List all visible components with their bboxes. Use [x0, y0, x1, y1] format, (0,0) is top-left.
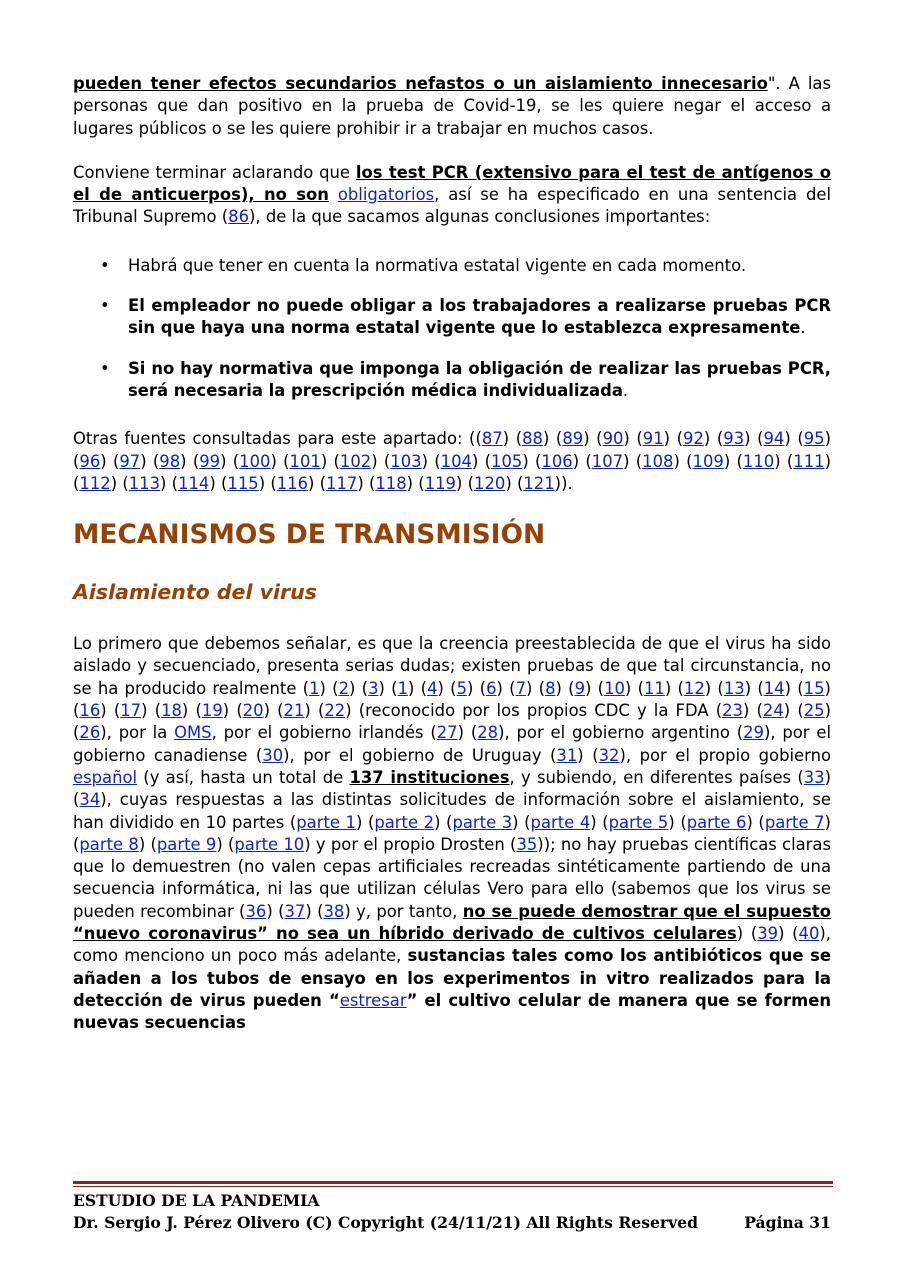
bold-statement: Si no hay normativa que imponga la obligación de realizar las pruebas PCR, será necesaria la prescripción médica individualizada: [128, 358, 831, 400]
ref-link[interactable]: parte 7: [764, 812, 825, 832]
ref-link[interactable]: 17: [120, 701, 142, 721]
ref-link[interactable]: 111: [793, 451, 825, 471]
ref-link[interactable]: parte 5: [608, 812, 669, 832]
page-footer: [73, 1190, 833, 1234]
ref-link[interactable]: 22: [324, 701, 346, 721]
ref-link[interactable]: 102: [339, 451, 372, 471]
text: [329, 185, 338, 204]
ref-link[interactable]: 120: [474, 473, 506, 493]
ref-link[interactable]: 110: [742, 451, 775, 471]
text: (y así, hasta un total de: [137, 767, 350, 787]
ref-link[interactable]: 19: [201, 701, 223, 721]
ref-link[interactable]: 10: [604, 678, 625, 698]
text: Otras fuentes consultadas para este apartado: (: [73, 429, 476, 449]
text: ".: [767, 74, 781, 93]
ref-link[interactable]: 100: [239, 451, 271, 471]
ref-link[interactable]: 4: [427, 678, 438, 698]
bold-statement: sustancias tales como los antibióticos que se añaden a los tubos de ensayo en los experimentos in vitro realizados para la detección de virus pueden “: [73, 946, 831, 1010]
bold-statement: pueden tener efectos secundarios nefastos o un aislamiento innecesario: [73, 74, 768, 93]
ref-link[interactable]: 5: [456, 678, 467, 698]
ref-link[interactable]: 94: [763, 429, 785, 449]
ref-link[interactable]: 20: [242, 701, 264, 721]
page-content: [73, 73, 831, 1035]
bold-statement: ” el cultivo celular de manera que se formen nuevas secuencias: [73, 990, 832, 1033]
refs-group: (23) (24) (25) (26): [73, 701, 832, 743]
ref-link[interactable]: 8: [545, 678, 556, 698]
ref-link[interactable]: 90: [602, 429, 624, 449]
refs-group: (1) (2) (3) (1) (4) (5) (6) (7) (8) (9) (10) (11) (12) (13) (14) (15) (16) (17) (18) (19) (20) (21) (22): [73, 678, 831, 721]
ref-link[interactable]: parte 10: [234, 834, 305, 854]
ref-link[interactable]: 6: [486, 678, 497, 698]
text: y por el propio Drosten (: [310, 834, 517, 854]
paragraph-isolation: [73, 633, 831, 1034]
ref-link[interactable]: 14: [763, 678, 785, 698]
text: , por la: [106, 723, 175, 743]
paragraph-sources: [73, 428, 831, 495]
text: (reconocido por los propios CDC y la FDA: [351, 701, 716, 721]
ref-link[interactable]: 116: [276, 473, 309, 493]
ref-link[interactable]: 15: [803, 678, 825, 698]
ref-link[interactable]: 119: [424, 473, 456, 493]
ref-link[interactable]: 89: [562, 429, 584, 449]
ref-link[interactable]: 40: [798, 924, 820, 944]
ref-link[interactable]: 31: [556, 745, 578, 765]
list-item: [73, 295, 831, 340]
ref-link[interactable]: 98: [159, 451, 181, 471]
text: A las personas que dan positivo en la prueba de Covid-19, se les quiere negar el acceso a lugares públicos o se les quiere prohibir ir a trabajar en muchos casos.: [73, 74, 831, 138]
text: ), por el gobierno canadiense (: [73, 723, 831, 765]
link-estresar[interactable]: estresar: [339, 990, 407, 1010]
text: Lo primero que debemos señalar, es que la creencia preestablecida de que el virus ha sido aislado y secuenciado, presenta serias dudas; existen pruebas de que tal circunstancia, no se ha producido realmente: [73, 634, 831, 698]
ref-link[interactable]: 3: [368, 678, 379, 698]
subsection-heading: Aislamiento del virus: [73, 580, 317, 605]
ref-link[interactable]: 33: [803, 767, 825, 787]
text: , así se ha especificado en una sentencia del Tribunal Supremo (: [73, 185, 831, 227]
ref-link[interactable]: 30: [262, 745, 284, 765]
refs-group: (27) (28): [430, 723, 505, 743]
link-espanol[interactable]: español: [73, 767, 138, 787]
ref-link[interactable]: 1: [397, 678, 408, 698]
ref-link[interactable]: 115: [227, 473, 259, 493]
ref-link[interactable]: 118: [375, 473, 407, 493]
ref-link[interactable]: 21: [283, 701, 305, 721]
ref-link[interactable]: parte 6: [686, 812, 747, 832]
text: .: [800, 318, 806, 338]
ref-link[interactable]: 114: [178, 473, 210, 493]
ref-link[interactable]: 96: [79, 451, 101, 471]
ref-link[interactable]: 39: [757, 924, 779, 944]
ref-link[interactable]: 93: [723, 429, 745, 449]
ref-link[interactable]: parte 2: [374, 812, 435, 832]
text: , y subiendo, en diferentes países: [509, 767, 798, 787]
ref-link[interactable]: 7: [515, 678, 526, 698]
ref-link[interactable]: 87: [481, 429, 503, 449]
ref-link[interactable]: 121: [523, 473, 555, 493]
ref-link[interactable]: 104: [440, 451, 472, 471]
text: , por el gobierno irlandés: [211, 723, 431, 743]
ref-link[interactable]: 37: [284, 901, 306, 921]
refs-group: (36) (37) (38): [239, 901, 351, 921]
parts-group: (parte 1) (parte 2) (parte 3) (parte 4) (parte 5) (parte 6) (parte 7) (parte 8) (parte 9) (parte 10): [73, 812, 831, 854]
ref-link[interactable]: 27: [436, 723, 458, 743]
text: Habrá que tener en cuenta la normativa estatal vigente en cada momento.: [128, 255, 747, 275]
refs-group: (39) (40): [750, 924, 826, 944]
ref-link[interactable]: 34: [79, 790, 101, 810]
list-item: [73, 358, 831, 403]
ref-link[interactable]: 86: [228, 207, 250, 227]
ref-link[interactable]: 108: [642, 451, 674, 471]
bold-statement: El empleador no puede obligar a los trabajadores a realizarse pruebas PCR sin que haya una norma estatal vigente que lo establezca expresamente: [128, 296, 831, 338]
bold-statement: los test PCR (extensivo para el test de antígenos o el de anticuerpos), no son: [73, 162, 831, 205]
text: .: [622, 380, 629, 400]
footer-title: ESTUDIO DE LA PANDEMIA: [73, 1191, 320, 1210]
ref-link[interactable]: 112: [79, 473, 111, 493]
ref-link[interactable]: 28: [477, 723, 499, 743]
text: Conviene terminar aclarando que: [73, 162, 356, 182]
ref-link[interactable]: 36: [245, 901, 267, 921]
ref-link[interactable]: parte 1: [296, 812, 356, 832]
footer-copyright: Dr. Sergio J. Pérez Olivero (C) Copyright (24/11/21) All Rights Reserved: [73, 1213, 699, 1232]
ref-link[interactable]: 24: [762, 701, 784, 721]
ref-link[interactable]: 106: [541, 451, 573, 471]
ref-link[interactable]: 92: [683, 429, 704, 449]
ref-link[interactable]: 38: [323, 901, 345, 921]
list-item: [73, 255, 831, 277]
link-obligatorios[interactable]: obligatorios: [337, 185, 435, 205]
text: , por el propio gobierno: [625, 745, 831, 765]
ref-link[interactable]: 117: [326, 473, 358, 493]
text: ), por el gobierno de Uruguay: [283, 745, 551, 765]
ref-link[interactable]: 91: [642, 429, 664, 449]
ref-link[interactable]: 109: [692, 451, 724, 471]
ref-link[interactable]: 16: [79, 701, 101, 721]
ref-link[interactable]: parte 3: [452, 812, 513, 832]
text: , por el gobierno argentino (: [504, 723, 744, 743]
page-number: Página 31: [744, 1213, 831, 1232]
text: )); no hay pruebas científicas claras que lo demuestren (no valen cepas artificiales recreadas sintéticamente partiendo de una secuencia informática, ni las que utilizan células Vero para ello (sabemos que los virus se pueden recombinar: [73, 834, 831, 921]
paragraph-intro: [73, 73, 831, 140]
ref-link[interactable]: 18: [161, 701, 182, 721]
text: , cuyas respuestas a las distintas solicitudes de información sobre el aislamiento, se han dividido en 10 partes: [73, 790, 831, 832]
ref-link[interactable]: 29: [743, 723, 764, 743]
ref-link[interactable]: 12: [683, 678, 705, 698]
refs-group: (31) (32): [550, 745, 626, 765]
text: , como menciono un poco más adelante,: [73, 924, 831, 966]
text: y, por tanto,: [350, 901, 463, 921]
ref-link[interactable]: 2: [338, 678, 349, 698]
ref-link[interactable]: 88: [522, 429, 543, 449]
ref-link[interactable]: 113: [128, 473, 161, 493]
text: ), de la que sacamos algunas conclusiones importantes:: [249, 207, 711, 227]
ref-link[interactable]: 35: [516, 834, 538, 854]
refs-sources: (87) (88) (89) (90) (91) (92) (93) (94) (95) (96) (97) (98) (99) (100) (101) (102) (103) (104) (105) (106) (107) (108) (109) (110) (111) (112) (113) (114) (115) (116) (117) (118) (119) (120) (121): [73, 429, 831, 493]
conclusions-list: [73, 255, 831, 402]
ref-link[interactable]: 13: [723, 678, 745, 698]
ref-link[interactable]: parte 9: [156, 834, 217, 854]
ref-link[interactable]: 95: [803, 429, 825, 449]
footer-rule: [73, 1181, 833, 1184]
text: ): [736, 924, 751, 944]
ref-link[interactable]: 103: [390, 451, 422, 471]
bold-statement: no se puede demostrar que el supuesto “nuevo coronavirus” no sea un híbrido derivado de cultivos celulares: [73, 901, 831, 944]
refs-group: (33) (34): [73, 767, 831, 810]
ref-link[interactable]: parte 8: [79, 834, 139, 854]
ref-link[interactable]: 32: [598, 745, 620, 765]
ref-link[interactable]: 9: [574, 678, 585, 698]
ref-link[interactable]: 105: [491, 451, 523, 471]
ref-link[interactable]: 1: [309, 678, 320, 698]
ref-link[interactable]: 23: [722, 701, 743, 721]
ref-link[interactable]: 97: [119, 451, 141, 471]
ref-link[interactable]: 99: [199, 451, 221, 471]
ref-link[interactable]: 11: [643, 678, 665, 698]
footer-rule-thin: [73, 1186, 833, 1187]
ref-link[interactable]: 107: [591, 451, 624, 471]
ref-link[interactable]: parte 4: [530, 812, 591, 832]
ref-link[interactable]: 26: [79, 723, 101, 743]
text: ).: [561, 473, 573, 493]
ref-link[interactable]: 101: [289, 451, 321, 471]
ref-link[interactable]: 25: [803, 701, 825, 721]
section-heading: MECANISMOS DE TRANSMISIÓN: [73, 519, 546, 551]
link-oms[interactable]: OMS: [174, 723, 212, 743]
bold-statement: 137 instituciones: [349, 767, 510, 787]
paragraph-pcr: [73, 162, 831, 229]
